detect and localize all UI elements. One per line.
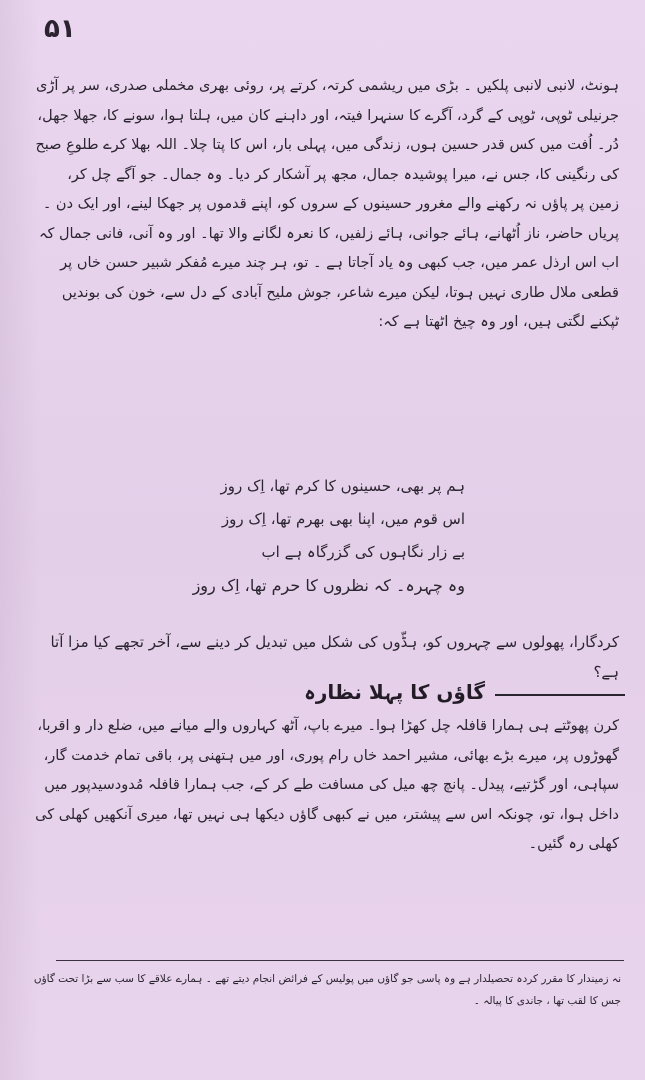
footnote-1: نہ زمیندار کا مقرر کردہ تحصیلدار ہے وہ پاسی جو گاؤں میں پولیس کے فرائض انجام دیتے تھے ۔ ہمارے علاقے کا سب سے بڑا تحت گاؤں جس کا لقب تھا ، جاندی کا پیالہ ۔ [33,973,621,1007]
footnote-divider [56,960,624,961]
verse-line-4: وہ چہرہ۔ کہ نظروں کا حرم تھا، اِک روز [192,576,465,595]
paragraph-1: ہونٹ، لانبی لانبی پلکیں ۔ بڑی میں ریشمی کرتہ، کرتے پر، روئی بھری مخملی صدری، سر پر آڑی جرنیلی ٹوپی، ٹوپی کے گرد، آگرے کا سنہرا فیتہ، اور داہنے کان میں، ہلتا ہوا، سونے کا، جھلا جھل، دُر۔ اُفت میں کس قدر حسین ہوں، زندگی میں، پہلی بار، اس کا پتا چلا۔ اللہ بھلا کرے طلوعِ صبح کی رنگینی کا، جس نے، میرا پوشیدہ جمال، مجھ پر آشکار کر دیا۔ وہ جمال۔ جو آگے چل کر، زمین پر پاؤں نہ رکھنے والے مغرور حسینوں کے سروں کو، اپنے قدموں پر جھکا لینے، اور ایک دن ۔ پریاں حاضر، ناز اُٹھانے، ہائے جوانی، ہائے زلفیں، کا نعرہ لگانے والا تھا۔ اور وہ آنی، فانی جمال کہ اب اس ارذل عمر میں، جب کبھی وہ یاد آجاتا ہے ۔ تو، ہر چند میرے مُفکر شبیر حسن خاں پر قطعی ملال طاری نہیں ہوتا، لیکن میرے شاعر، جوش ملیح آبادی کے دل سے، خون کی بوندیں ٹپکنے لگتی ہیں، اور وہ چیخ اٹھتا ہے کہ: [35,78,619,330]
verse-line-1: ہم پر بھی، حسینوں کا کرم تھا، اِک روز [220,477,465,495]
section-heading: گاؤں کا پہلا نظارہ [304,680,485,704]
heading-underline-divider [495,694,625,696]
footnotes [31,968,621,1012]
paragraph-2: کردگارا، پھولوں سے چہروں کو، ہڈّوں کی شکل میں تبدیل کر دینے سے، آخر تجھے کیا مزا آتا ہے؟ [50,633,619,681]
verse-line-3: بے زار نگاہوں کی گزرگاہ ہے اب [261,543,465,561]
verse-quatrain [145,470,465,602]
paragraph-3: کرن پھوٹتے ہی ہمارا قافلہ چل کھڑا ہوا۔ میرے باپ، آٹھ کہاروں والے میانے میں، ضلع دار و اقربا، گھوڑوں پر، میرے بڑے بھائی، مشیر احمد خاں رام پوری، اور میں ہتھنی پر، باقی تمام خدمت گار، سپاہی، اور گڑتیے، پیدل۔ پانچ چھ میل کی مسافت طے کر کے، جب ہمارا قافلہ مُدودسیدپور میں داخل ہوا، تو، چونکہ اس سے پیشتر، میں نے کبھی گاؤں دیکھا ہی نہیں تھا، میری آنکھیں کھلی کی کھلی رہ گئیں۔ [35,718,619,852]
verse-line-2: اس قوم میں، اپنا بھی بھرم تھا، اِک روز [221,510,465,528]
page-number: ۵۱ [44,14,76,44]
